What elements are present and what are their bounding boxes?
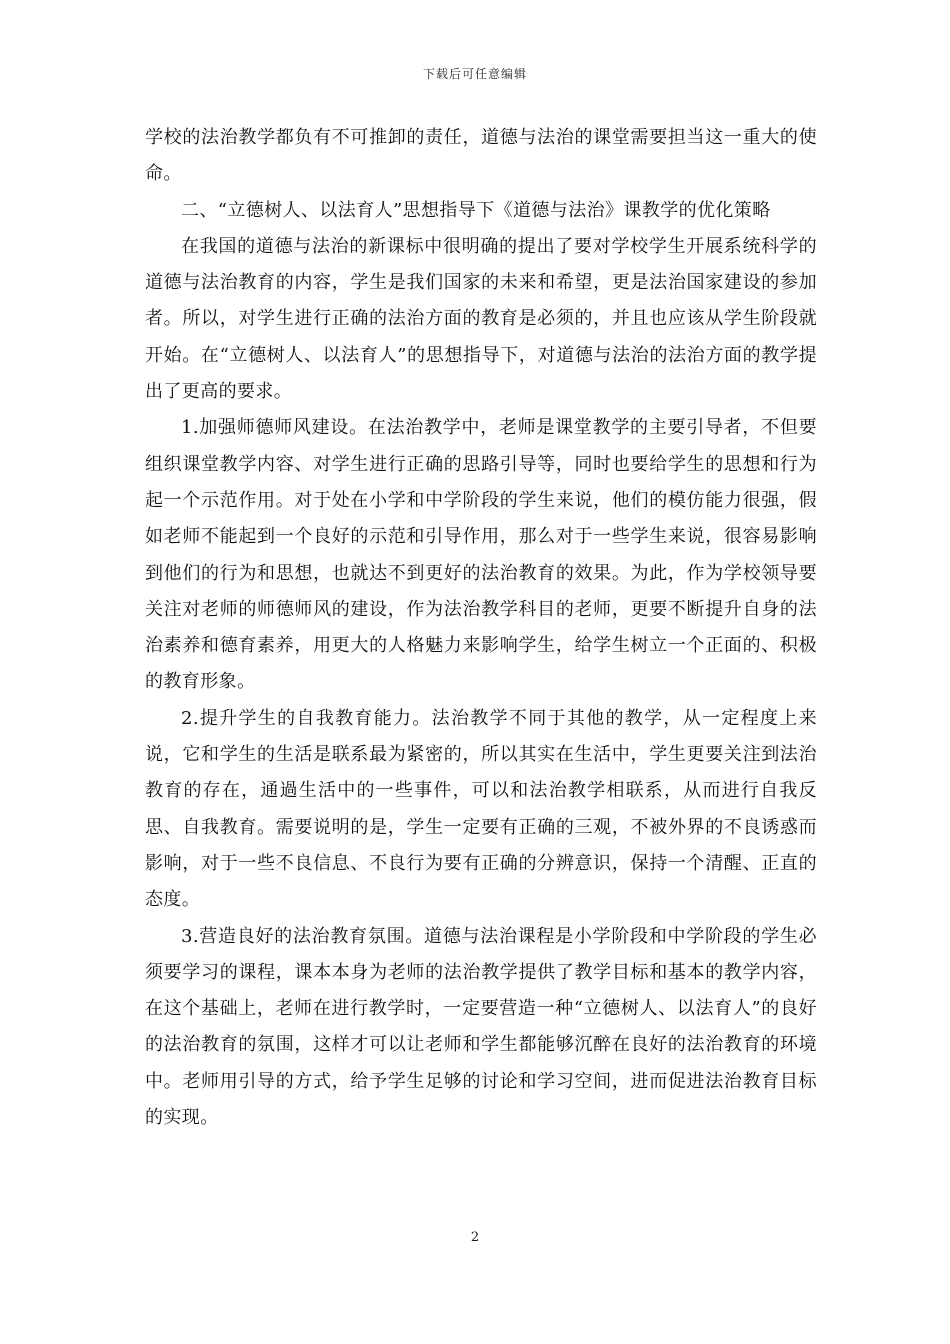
document-body — [145, 120, 817, 1136]
paragraph-continuation: 学校的法治教学都负有不可推卸的责任，道德与法治的课堂需要担当这一重大的使命。 — [145, 127, 817, 185]
paragraph-strategy-1: 1.加强师德师风建设。在法治教学中，老师是课堂教学的主要引导者，不但要组织课堂教学内容、对学生进行正确的思路引导等，同时也要给学生的思想和行为起一个示范作用。对于处在小学和中学阶段的学生来说，他们的模仿能力很强，假如老师不能起到一个良好的示范和引导作用，那么对于一些学生来说，很容易影响到他们的行为和思想，也就达不到更好的法治教育的效果。为此，作为学校领导要关注对老师的师德师风的建设，作为法治教学科目的老师，更要不断提升自身的法治素养和德育素养，用更大的人格魅力来影响学生，给学生树立一个正面的、积极的教育形象。 — [145, 417, 817, 693]
page-number: 2 — [470, 1230, 480, 1245]
page-header: 下载后可任意编辑 — [422, 67, 527, 81]
paragraph-strategy-3: 3.营造良好的法治教育氛围。道德与法治课程是小学阶段和中学阶段的学生必须要学习的课程，课本本身为老师的法治教学提供了教学目标和基本的教学内容，在这个基础上，老师在进行教学时，一定要营造一种“立德树人、以法育人”的良好的法治教育的氛围，这样才可以让老师和学生都能够沉醉在良好的法治教育的环境中。老师用引导的方式，给予学生足够的讨论和学习空间，进而促进法治教育目标的实现。 — [145, 925, 817, 1129]
paragraph-strategy-2: 2.提升学生的自我教育能力。法治教学不同于其他的教学，从一定程度上来说，它和学生的生活是联系最为紧密的，所以其实在生活中，学生更要关注到法治教育的存在，通過生活中的一些事件，可以和法治教学相联系，从而进行自我反思、自我教育。需要说明的是，学生一定要有正确的三观，不被外界的不良诱惑而影响，对于一些不良信息、不良行为要有正确的分辨意识，保持一个清醒、正直的态度。 — [145, 707, 817, 911]
paragraph-intro: 在我国的道德与法治的新课标中很明确的提出了要对学校学生开展系统科学的道德与法治教育的内容，学生是我们国家的未来和希望，更是法治国家建设的参加者。所以，对学生进行正确的法治方面的教育是必须的，并且也应该从学生阶段就开始。在“立德树人、以法育人”的思想指导下，对道德与法治的法治方面的教学提出了更高的要求。 — [145, 235, 817, 403]
section-heading: 二、“立德树人、以法育人”思想指导下《道德与法治》课教学的优化策略 — [181, 199, 771, 221]
